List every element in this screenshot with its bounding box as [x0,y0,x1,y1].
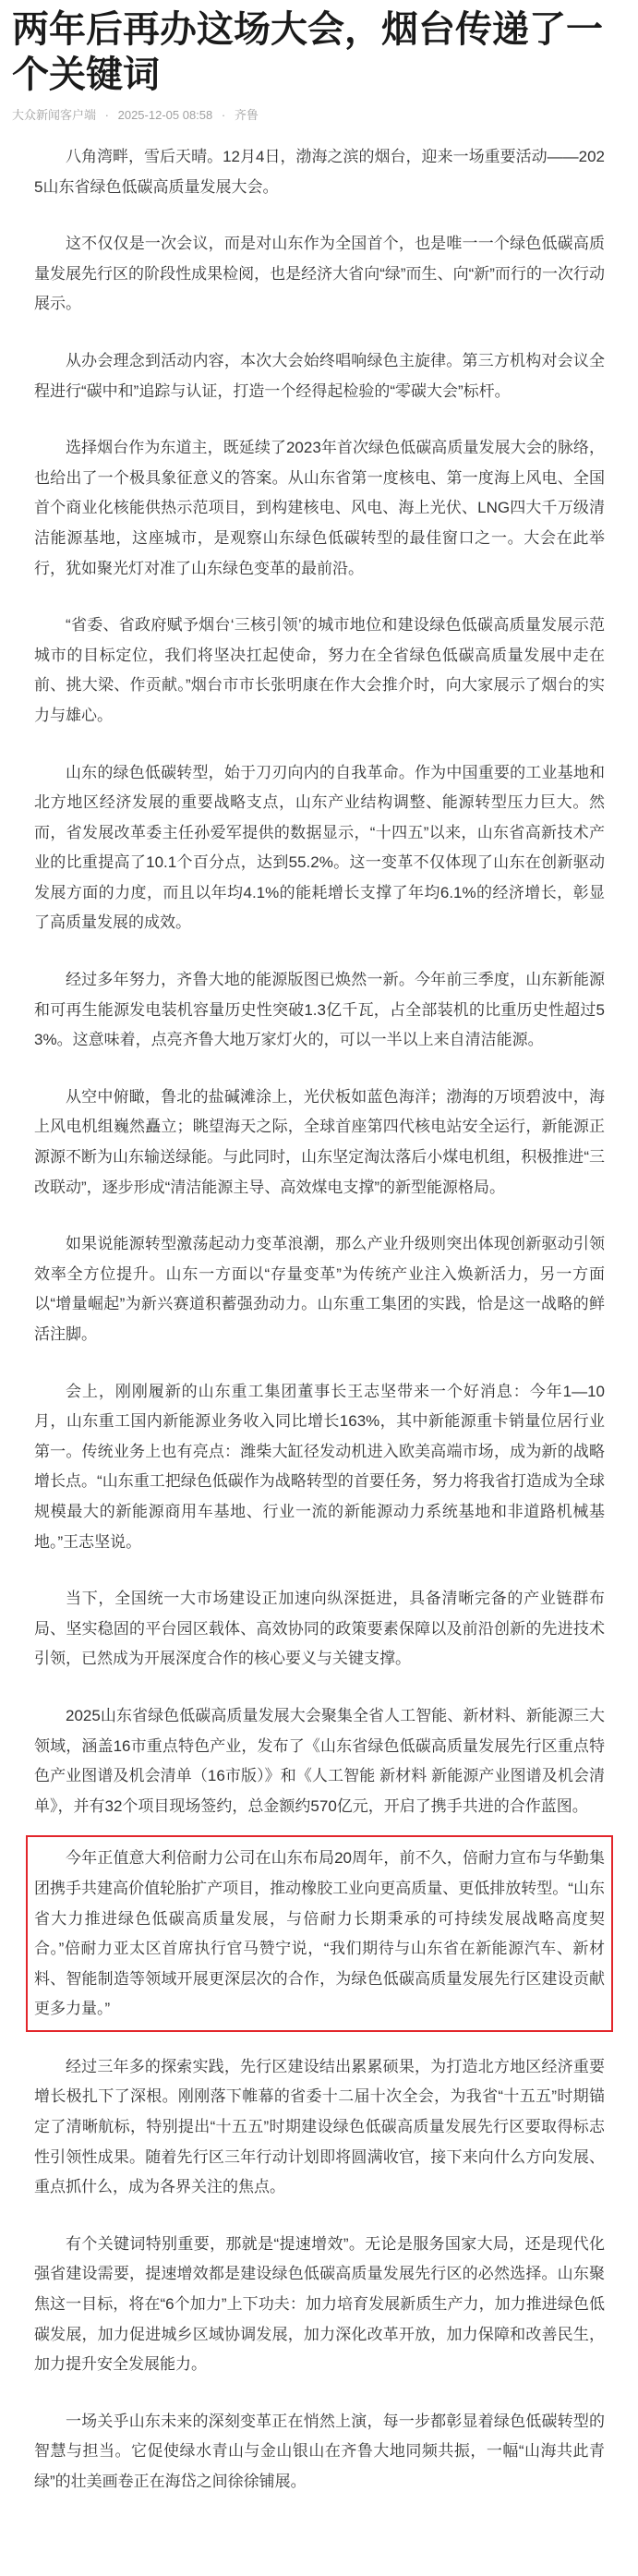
region-tag: 齐鲁 [234,108,259,122]
meta-separator: · [104,108,109,122]
paragraph: 这不仅仅是一次会议，而是对山东作为全国首个，也是唯一一个绿色低碳高质量发展先行区的阶段性成果检阅，也是经济大省向“绿”而生、向“新”而行的一次行动展示。 [34,235,605,313]
highlighted-paragraph-box [26,1835,613,2032]
paragraph: 经过三年多的探索实践，先行区建设结出累累硕果，为打造北方地区经济重要增长极扎下了深根。刚刚落下帷幕的省委十二届十次全会，为我省“十五五”时期锚定了清晰航标，特别提出“十五五”时期建设绿色低碳高质量发展先行区要取得标志性引领性成果。随着先行区三年行动计划即将圆满收官，接下来向什么方向发展、重点抓什么，成为各界关注的焦点。 [34,2057,605,2196]
paragraph: 从空中俯瞰，鲁北的盐碱滩涂上，光伏板如蓝色海洋；渤海的万顷碧波中，海上风电机组巍然矗立；眺望海天之际，全球首座第四代核电站安全运行，新能源正源源不断为山东输送绿能。与此同时，山东坚定淘汰落后小煤电机组，积极推进“三改联动”，逐步形成“清洁能源主导、高效煤电支撑”的新型能源格局。 [34,1087,605,1196]
paragraph: 选择烟台作为东道主，既延续了2023年首次绿色低碳高质量发展大会的脉络，也给出了一个极具象征意义的答案。从山东省第一度核电、第一度海上风电、全国首个商业化核能供热示范项目，到构建核电、风电、海上光伏、LNG四大千万级清洁能源基地，这座城市，是观察山东绿色低碳转型的最佳窗口之一。大会在此举行，犹如聚光灯对准了山东绿色变革的最前沿。 [34,439,605,577]
source-name[interactable]: 大众新闻客户端 [12,108,97,122]
publish-time: 2025-12-05 08:58 [117,108,213,122]
paragraph: 八角湾畔，雪后天晴。12月4日，渤海之滨的烟台，迎来一场重要活动——2025山东省绿色低碳高质量发展大会。 [34,148,605,196]
paragraph: 山东的绿色低碳转型，始于刀刃向内的自我革命。作为中国重要的工业基地和北方地区经济发展的重要战略支点，山东产业结构调整、能源转型压力巨大。然而，省发展改革委主任孙爱军提供的数据显示，“十四五”以来，山东省高新技术产业的比重提高了10.1个百分点，达到55.2%。这一变革不仅体现了山东在创新驱动发展方面的力度，而且以年均4.1%的能耗增长支撑了年均6.1%的经济增长，彰显了高质量发展的成效。 [34,763,605,932]
paragraph: 经过多年努力，齐鲁大地的能源版图已焕然一新。今年前三季度，山东新能源和可再生能源发电装机容量历史性突破1.3亿千瓦，占全部装机的比重历史性超过53%。这意味着，点亮齐鲁大地万家灯火的，可以一半以上来自清洁能源。 [34,971,605,1049]
paragraph: 会上，刚刚履新的山东重工集团董事长王志坚带来一个好消息：今年1—10月，山东重工国内新能源业务收入同比增长163%，其中新能源重卡销量位居行业第一。传统业务上也有亮点：潍柴大缸径发动机进入欧美高端市场，成为新的战略增长点。“山东重工把绿色低碳作为战略转型的首要任务，努力将我省打造成为全球规模最大的新能源商用车基地、行业一流的新能源动力系统基地和非道路机械基地。”王志坚说。 [34,1382,605,1551]
paragraph: “省委、省政府赋予烟台‘三核引领’的城市地位和建设绿色低碳高质量发展示范城市的目标定位，我们将坚决扛起使命，努力在全省绿色低碳高质量发展中走在前、挑大梁、作贡献。”烟台市市长张明康在作大会推介时，向大家展示了烟台的实力与雄心。 [34,616,605,724]
paragraph: 从办会理念到活动内容，本次大会始终唱响绿色主旋律。第三方机构对会议全程进行“碳中和”追踪与认证，打造一个经得起检验的“零碳大会”标杆。 [34,351,605,400]
meta-separator: · [221,108,226,122]
paragraph: 一场关乎山东未来的深刻变革正在悄然上演，每一步都彰显着绿色低碳转型的智慧与担当。它促使绿水青山与金山银山在齐鲁大地同频共振，一幅“山海共此青绿”的壮美画卷正在海岱之间徐徐铺展。 [34,2412,605,2490]
article-title: 两年后再办这场大会，烟台传递了一个关键词 [12,9,603,95]
highlighted-paragraph: 今年正值意大利倍耐力公司在山东布局20周年，前不久，倍耐力宣布与华勤集团携手共建高价值轮胎扩产项目，推动橡胶工业向更高质量、更低排放转型。“山东省大力推进绿色低碳高质量发展，与倍耐力长期秉承的可持续发展战略高度契合。”倍耐力亚太区首席执行官马赞宁说，“我们期待与山东省在新能源汽车、新材料、智能制造等领域开展更深层次的合作，为绿色低碳高质量发展先行区建设贡献更多力量。” [34,1849,605,2018]
paragraph: 2025山东省绿色低碳高质量发展大会聚集全省人工智能、新材料、新能源三大领域，涵盖16市重点特色产业，发布了《山东省绿色低碳高质量发展先行区重点特色产业图谱及机会清单（16市版）》和《人工智能 新材料 新能源产业图谱及机会清单》，并有32个项目现场签约，总金额约570亿元，开启了携手共进的合作蓝图。 [34,1706,605,1815]
article-body [34,142,605,2497]
paragraph: 当下，全国统一大市场建设正加速向纵深挺进，具备清晰完备的产业链群布局、坚实稳固的平台园区载体、高效协同的政策要素保障以及前沿创新的先进技术引领，已然成为开展深度合作的核心要义与关键支撑。 [34,1590,605,1668]
article-meta [12,107,638,124]
paragraph: 如果说能源转型激荡起动力变革浪潮，那么产业升级则突出体现创新驱动引领效率全方位提升。山东一方面以“存量变革”为传统产业注入焕新活力，另一方面以“增量崛起”为新兴赛道积蓄强劲动力。山东重工集团的实践，恰是这一战略的鲜活注脚。 [34,1235,605,1343]
paragraph: 有个关键词特别重要，那就是“提速增效”。无论是服务国家大局，还是现代化强省建设需要，提速增效都是建设绿色低碳高质量发展先行区的必然选择。山东聚焦这一目标，将在“6个加力”上下功夫：加力培育发展新质生产力，加力推进绿色低碳发展，加力促进城乡区域协调发展，加力深化改革开放，加力保障和改善民生，加力提升安全发展能力。 [34,2234,605,2374]
